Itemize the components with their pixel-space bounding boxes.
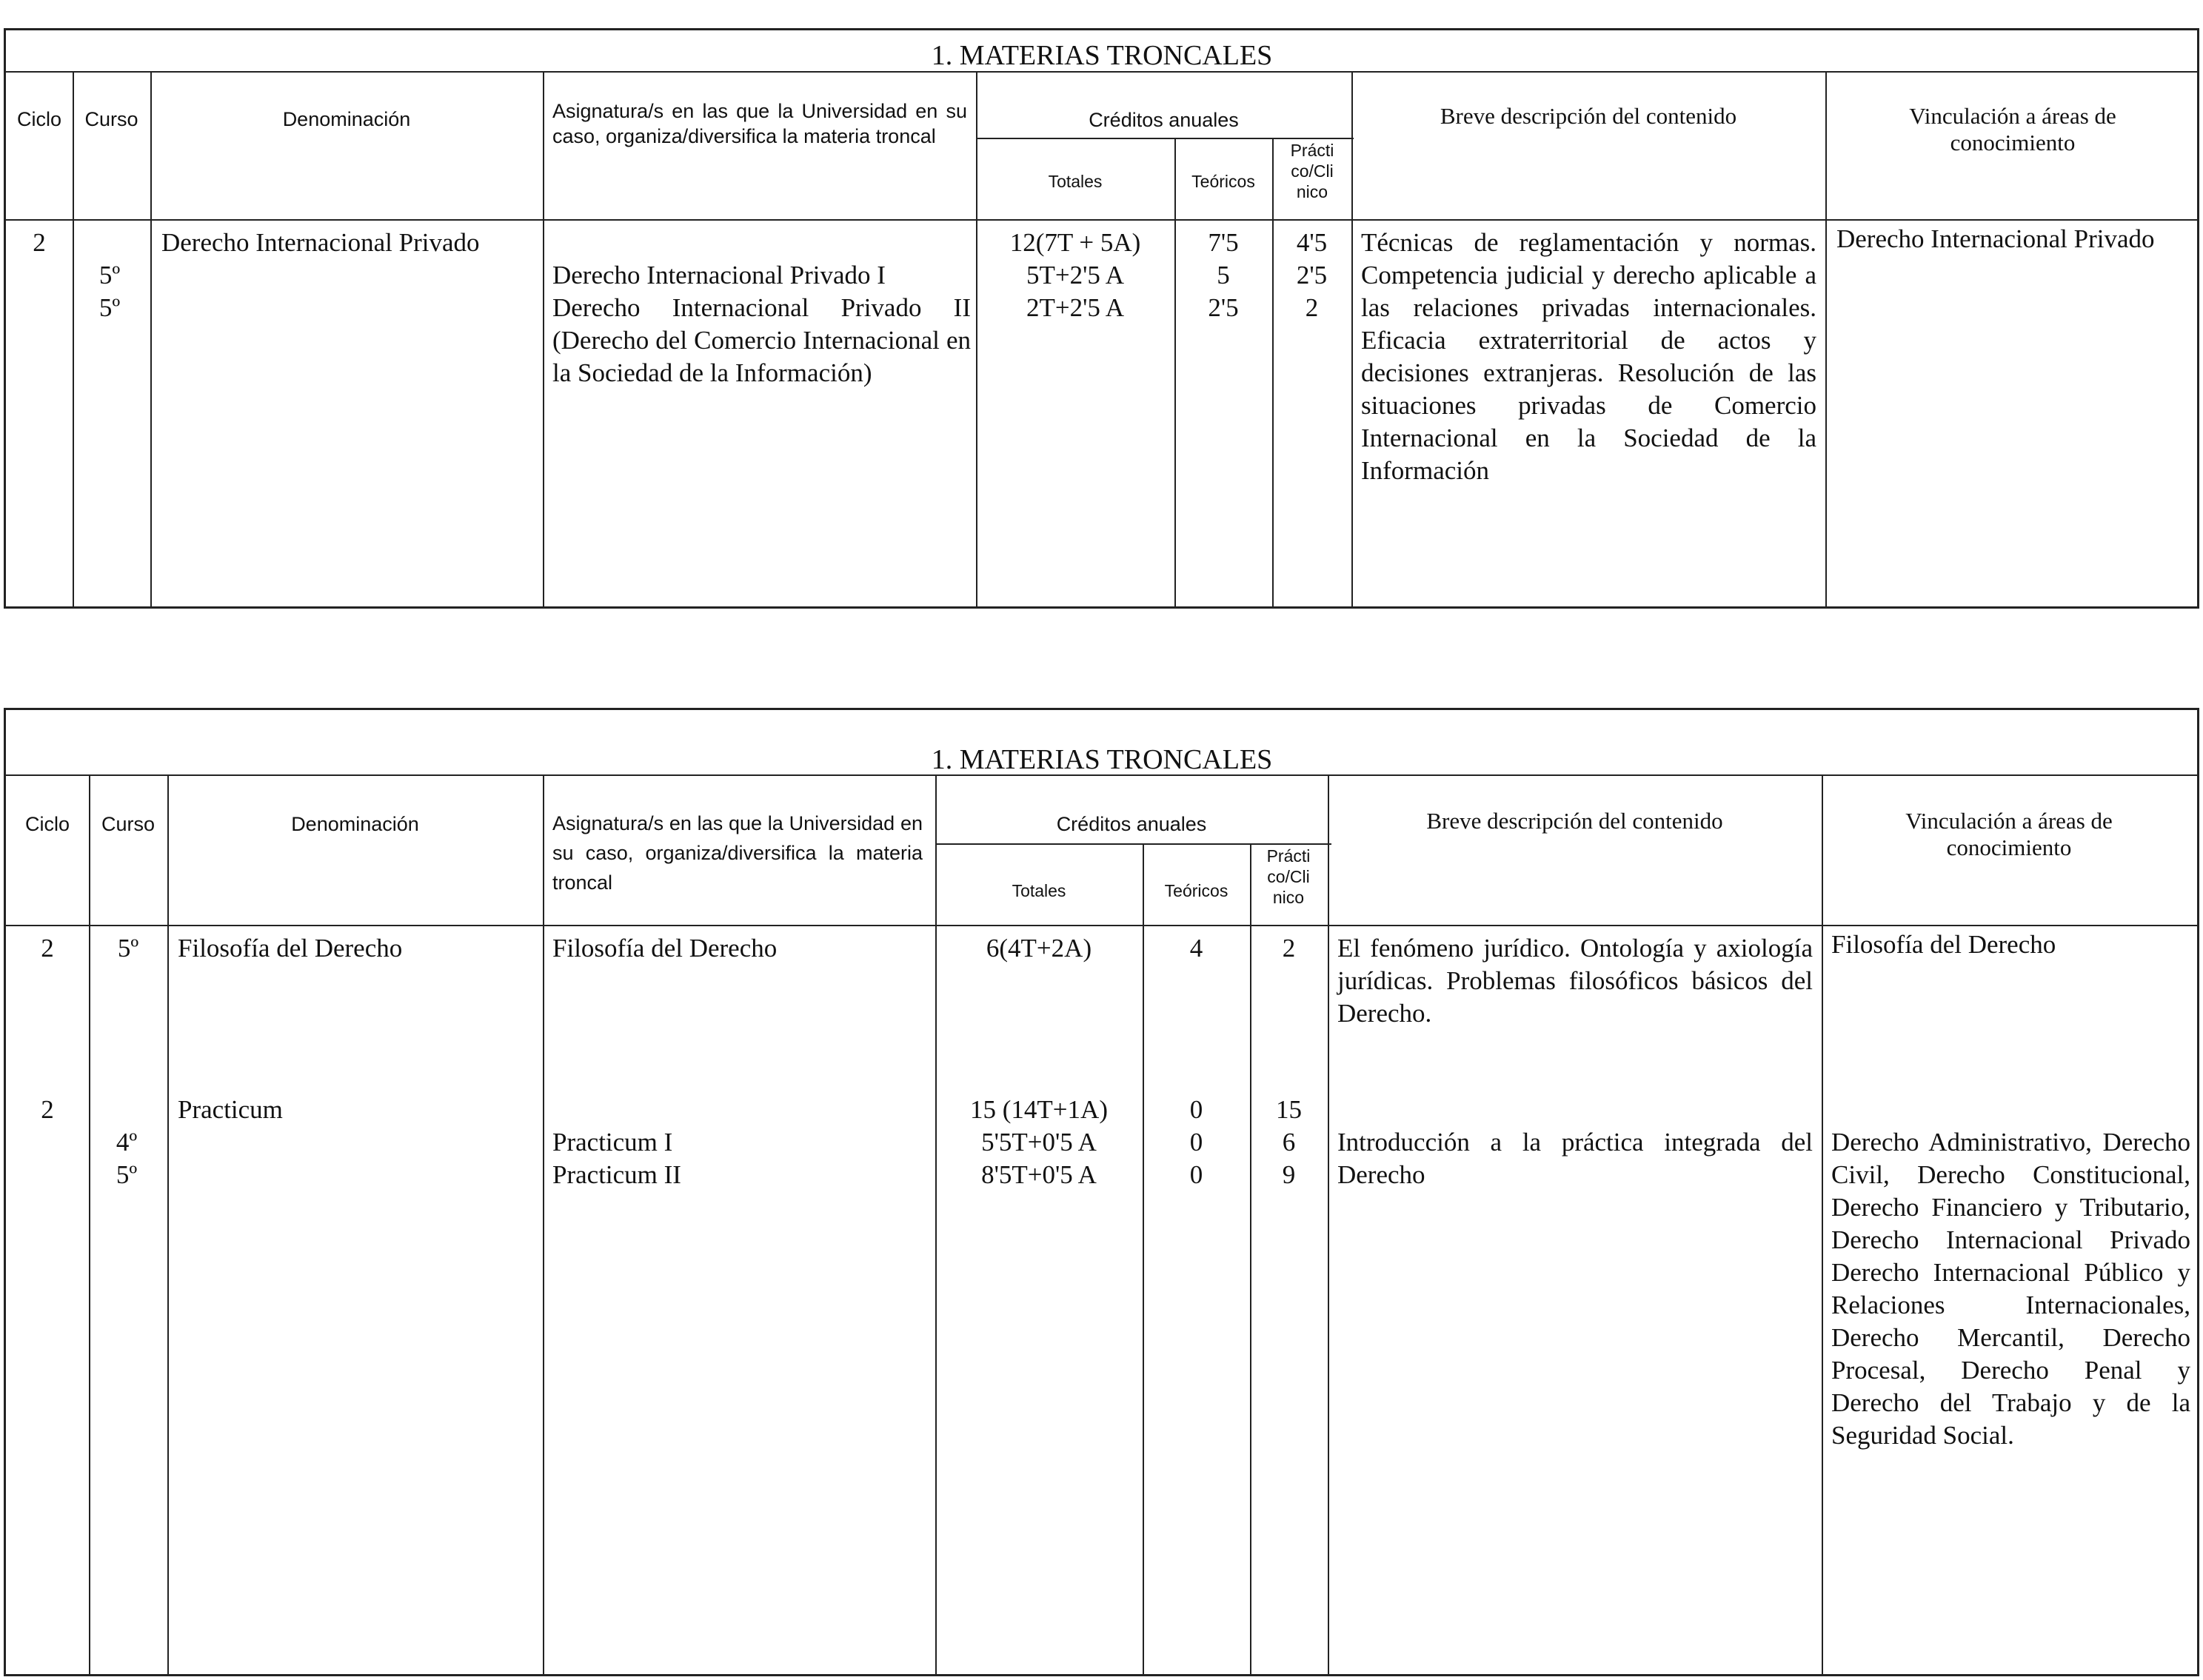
- header-asignaturas: Asignatura/s en las que la Universidad en su caso, organiza/diversifica la materia troncal: [552, 100, 967, 147]
- header-teoricos: Teóricos: [1164, 881, 1228, 900]
- cell-ciclo: 2: [41, 1095, 54, 1124]
- cell-totales: 6(4T+2A): [986, 934, 1092, 963]
- cell-teoricos: 0: [1189, 1160, 1203, 1189]
- cell-totales: 15 (14T+1A): [970, 1095, 1108, 1124]
- cell-vinculacion: Filosofía del Derecho: [1831, 930, 2056, 959]
- header-teoricos: Teóricos: [1191, 172, 1255, 191]
- cell-teoricos: 4: [1189, 934, 1203, 963]
- credits-subheader-divider: [976, 138, 1354, 139]
- cell-asignatura: Practicum II: [552, 1160, 681, 1189]
- header-ciclo: Ciclo: [24, 813, 70, 835]
- cell-curso: 4º: [116, 1128, 138, 1157]
- cell-teoricos: 2'5: [1208, 293, 1239, 322]
- header-descripcion: Breve descripción del contenido: [1426, 808, 1723, 834]
- col-divider: [1174, 138, 1176, 606]
- cell-descripcion: Técnicas de reglamentación y normas. Competencia judicial y derecho aplicable a las relaciones privadas internacionales. Eficacia extraterritorial de actos y decisiones extranjeras. Resolución de las situaciones privadas de Comercio Internacional en la Sociedad de la Información: [1361, 228, 1816, 485]
- col-divider: [73, 71, 74, 606]
- cell-denominacion: Practicum: [178, 1095, 283, 1124]
- table-title: 1. MATERIAS TRONCALES: [931, 744, 1273, 775]
- cell-teoricos: 0: [1189, 1128, 1203, 1157]
- cell-ciclo: 2: [41, 934, 54, 963]
- header-asignaturas: Asignatura/s en las que la Universidad en su caso, organiza/diversifica la materia troncal: [552, 812, 923, 894]
- header-denominacion: Denominación: [282, 108, 411, 130]
- cell-practicos: 2'5: [1296, 261, 1328, 290]
- cell-curso: 5º: [98, 293, 121, 322]
- cell-curso: 5º: [117, 934, 139, 963]
- cell-descripcion: El fenómeno jurídico. Ontología y axiología jurídicas. Problemas filosóficos básicos del Derecho.: [1337, 934, 1813, 1028]
- header-denominacion: Denominación: [291, 813, 419, 835]
- header-creditos: Créditos anuales: [1056, 813, 1207, 835]
- cell-totales: 5'5T+0'5 A: [981, 1128, 1097, 1157]
- cell-totales: 2T+2'5 A: [1026, 293, 1125, 322]
- header-totales: Totales: [1048, 172, 1103, 191]
- header-curso: Curso: [84, 108, 138, 130]
- header-creditos: Créditos anuales: [1089, 109, 1239, 131]
- materias-troncales-table-1: [4, 28, 2199, 609]
- col-divider: [1351, 71, 1353, 606]
- cell-vinculacion: Derecho Administrativo, Derecho Civil, Derecho Constitucional, Derecho Financiero y Tributario, Derecho Internacional Privado Derecho Internacional Público y Relaciones Internacionales, Derecho Mercantil, Derecho Procesal, Derecho Penal y Derecho del Trabajo y de la Seguridad Social.: [1831, 1128, 2190, 1450]
- credits-subheader-divider: [935, 843, 1331, 845]
- cell-curso: 5º: [116, 1160, 138, 1189]
- cell-practicos: 4'5: [1296, 228, 1328, 257]
- cell-practicos: 2: [1305, 293, 1319, 322]
- col-divider: [1822, 774, 1823, 1675]
- table-title: 1. MATERIAS TRONCALES: [931, 40, 1273, 71]
- col-divider: [1143, 843, 1144, 1675]
- header-ciclo: Ciclo: [16, 108, 61, 130]
- body-divider: [6, 925, 2198, 926]
- col-divider: [976, 71, 977, 606]
- cell-asignatura: Filosofía del Derecho: [552, 934, 778, 963]
- col-divider: [89, 774, 90, 1675]
- body-divider: [6, 219, 2198, 221]
- cell-descripcion: Introducción a la práctica integrada del Derecho: [1337, 1128, 1813, 1189]
- cell-asignatura: Derecho Internacional Privado I: [552, 261, 886, 290]
- header-practicos: Prácti co/Cli nico: [1290, 141, 1334, 201]
- cell-ciclo: 2: [33, 228, 46, 257]
- cell-practicos: 9: [1282, 1160, 1296, 1189]
- col-divider: [167, 774, 169, 1675]
- cell-totales: 8'5T+0'5 A: [981, 1160, 1097, 1189]
- header-vinculacion: Vinculación a áreas de conocimiento: [1905, 808, 2113, 860]
- cell-curso: 5º: [98, 261, 121, 290]
- col-divider: [935, 774, 937, 1675]
- materias-troncales-table-2: [4, 708, 2199, 1676]
- cell-totales: 12(7T + 5A): [1009, 228, 1141, 257]
- cell-teoricos: 5: [1217, 261, 1230, 290]
- col-divider: [1250, 843, 1251, 1675]
- cell-denominacion: Derecho Internacional Privado: [161, 228, 480, 257]
- col-divider: [1328, 774, 1329, 1675]
- header-curso: Curso: [101, 813, 156, 835]
- cell-asignatura: Derecho Internacional Privado II (Derecho del Comercio Internacional en la Sociedad de la Información): [552, 293, 971, 387]
- col-divider: [150, 71, 152, 606]
- cell-denominacion: Filosofía del Derecho: [178, 934, 403, 963]
- cell-asignatura: Practicum I: [552, 1128, 673, 1157]
- header-descripcion: Breve descripción del contenido: [1440, 103, 1737, 129]
- cell-teoricos: 0: [1189, 1095, 1203, 1124]
- col-divider: [543, 71, 544, 606]
- cell-totales: 5T+2'5 A: [1026, 261, 1125, 290]
- col-divider: [1825, 71, 1827, 606]
- header-vinculacion: Vinculación a áreas de conocimiento: [1909, 103, 2116, 155]
- cell-vinculacion: Derecho Internacional Privado: [1836, 224, 2155, 253]
- header-totales: Totales: [1012, 881, 1066, 900]
- col-divider: [543, 774, 544, 1675]
- cell-teoricos: 7'5: [1208, 228, 1239, 257]
- header-practicos: Prácti co/Cli nico: [1266, 846, 1311, 907]
- cell-practicos: 6: [1282, 1128, 1296, 1157]
- col-divider: [1272, 138, 1274, 606]
- cell-practicos: 2: [1282, 934, 1296, 963]
- cell-practicos: 15: [1276, 1095, 1302, 1124]
